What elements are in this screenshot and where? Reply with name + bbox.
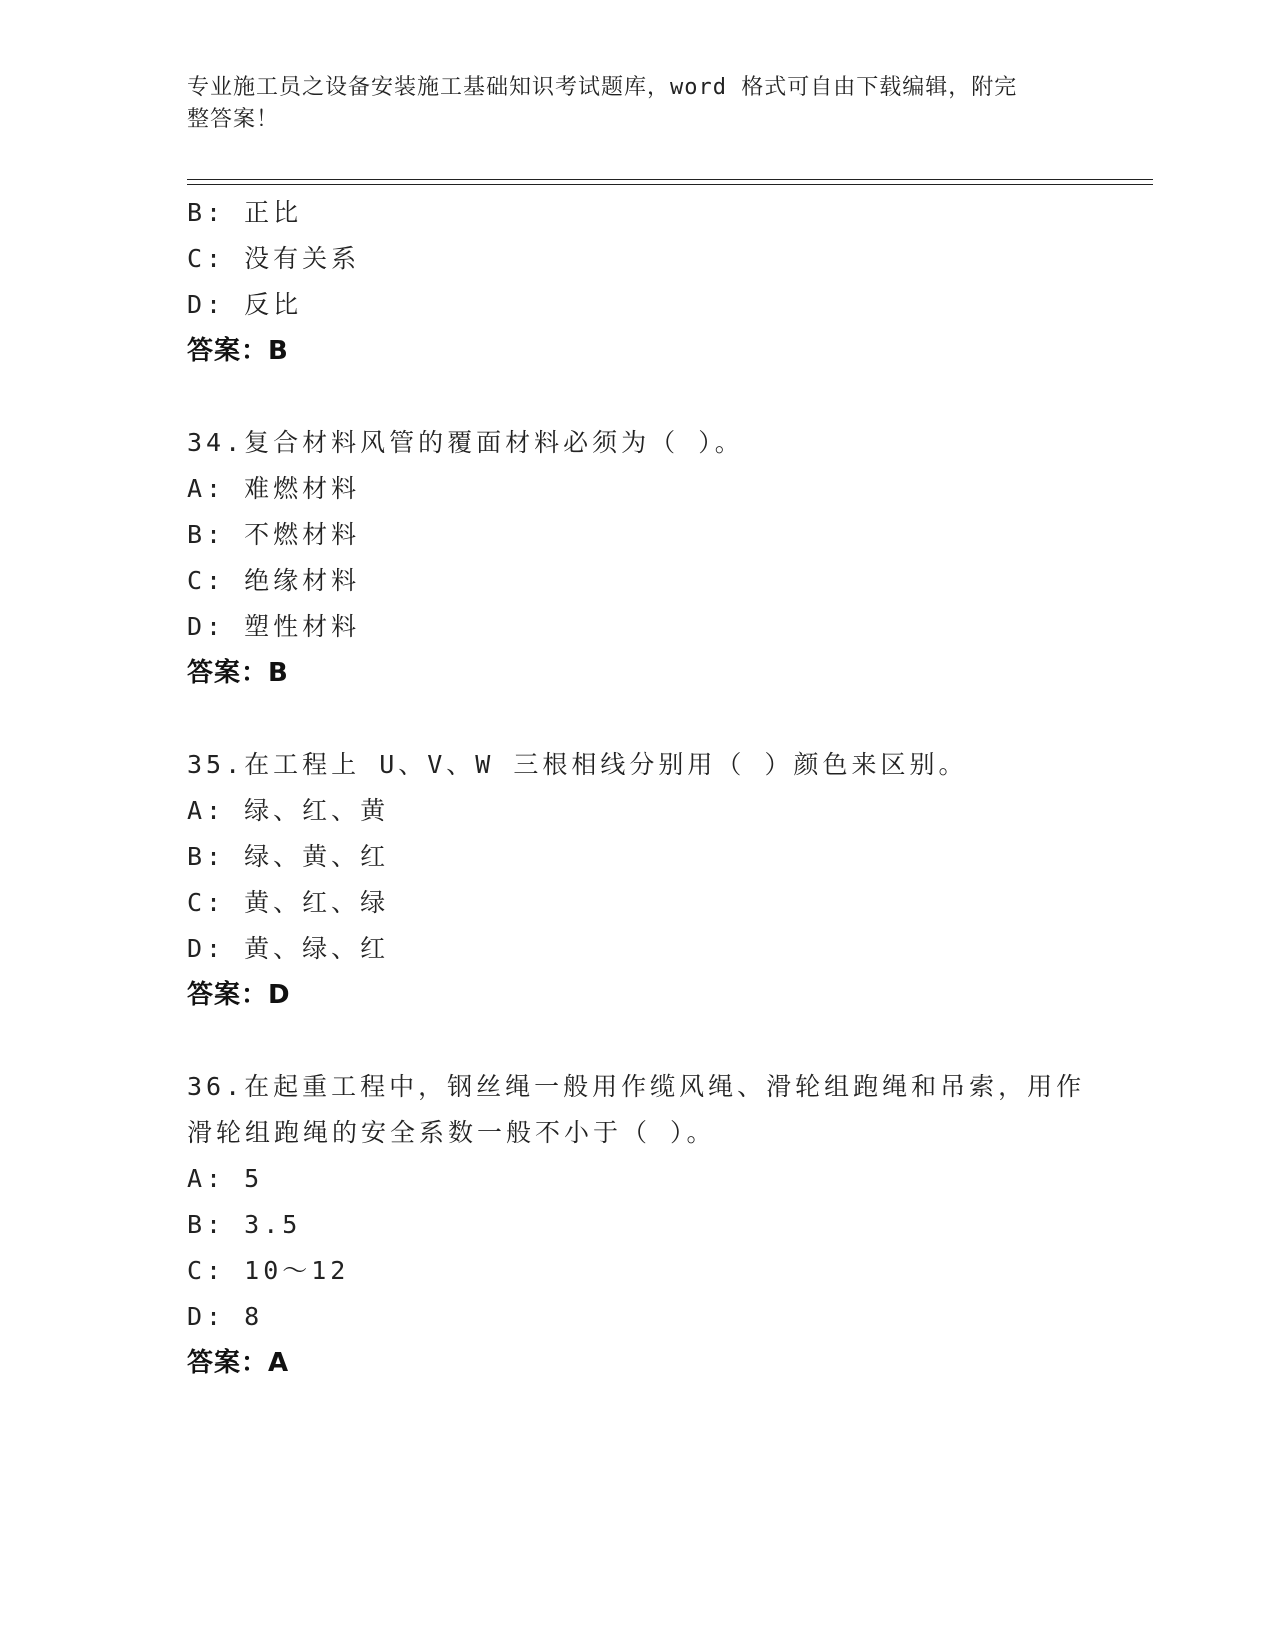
option-d: D: 塑性材料 — [187, 612, 361, 641]
question-stem-line-1: 36.在起重工程中，钢丝绳一般用作缆风绳、滑轮组跑绳和吊索，用作 — [187, 1072, 1086, 1101]
option-c: C: 没有关系 — [187, 244, 361, 273]
header-line-1: 专业施工员之设备安装施工基础知识考试题库，word 格式可自由下载编辑，附完 — [187, 75, 1018, 100]
option-a: A: 5 — [187, 1164, 264, 1193]
answer: 答案：D — [187, 980, 291, 1010]
question-stem-line-2: 滑轮组跑绳的安全系数一般不小于（ ）。 — [187, 1118, 716, 1147]
option-b: B: 不燃材料 — [187, 520, 361, 549]
question-36 — [187, 1064, 1087, 1386]
question-partial — [187, 190, 1087, 374]
option-b: B: 绿、黄、红 — [187, 842, 390, 871]
option-d: D: 黄、绿、红 — [187, 934, 390, 963]
option-a: A: 难燃材料 — [187, 474, 361, 503]
option-c: C: 黄、红、绿 — [187, 888, 390, 917]
answer: 答案：A — [187, 1348, 290, 1378]
option-b: B: 正比 — [187, 198, 303, 227]
option-c: C: 10～12 — [187, 1256, 350, 1285]
question-stem: 35.在工程上 U、V、W 三根相线分别用（ ）颜色来区别。 — [187, 750, 968, 779]
answer: 答案：B — [187, 658, 289, 688]
question-34 — [187, 420, 1087, 696]
header-line-2: 整答案！ — [187, 107, 280, 132]
header-rule-bottom — [187, 184, 1153, 185]
answer: 答案：B — [187, 336, 289, 366]
document-header — [187, 72, 1067, 136]
option-b: B: 3.5 — [187, 1210, 302, 1239]
document-body — [187, 190, 1087, 1386]
question-35 — [187, 742, 1087, 1018]
question-stem: 34.复合材料风管的覆面材料必须为（ ）。 — [187, 428, 744, 457]
option-c: C: 绝缘材料 — [187, 566, 361, 595]
option-d: D: 8 — [187, 1302, 264, 1331]
option-a: A: 绿、红、黄 — [187, 796, 390, 825]
header-rule-top — [187, 179, 1153, 180]
option-d: D: 反比 — [187, 290, 303, 319]
